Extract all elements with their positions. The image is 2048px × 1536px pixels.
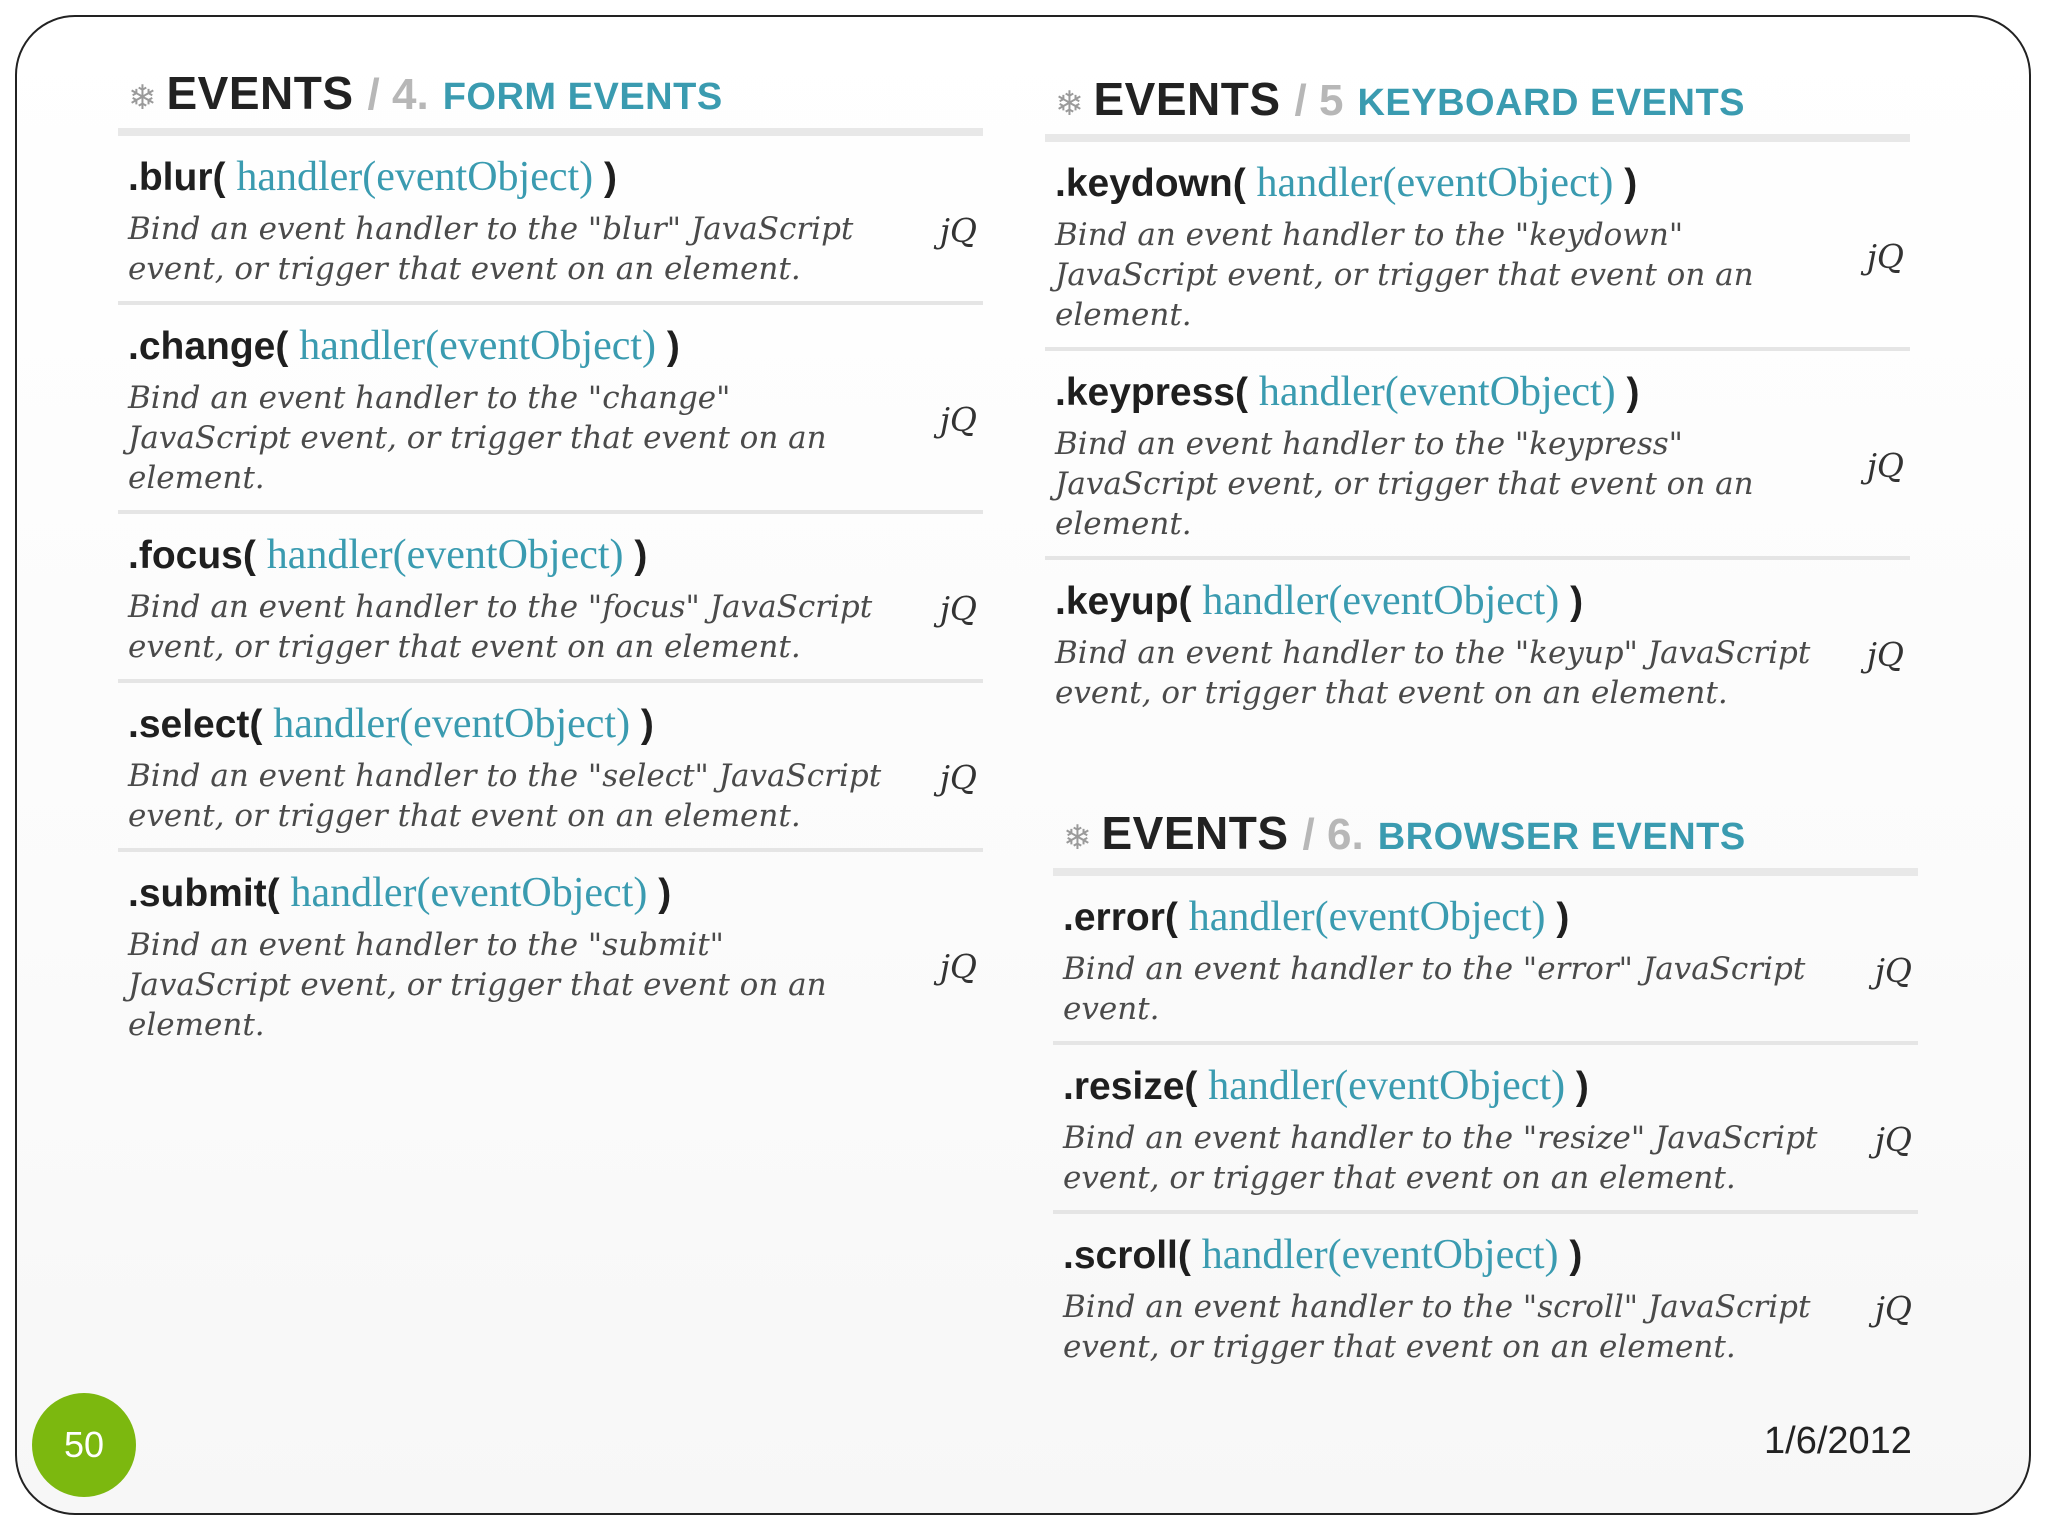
snowflake-icon: ❄: [1055, 84, 1084, 124]
method-close: ): [604, 156, 617, 199]
section-events-label: EVENTS: [1093, 73, 1281, 125]
method-param: handler(eventObject): [290, 870, 648, 916]
jquery-badge: jQ: [939, 588, 977, 628]
method-signature: [1063, 892, 1828, 943]
method-description: Bind an event handler to the "change" JavaScript event, or trigger that event on an element.: [128, 380, 827, 496]
method-description: Bind an event handler to the "resize" JavaScript event, or trigger that event on an element.: [1063, 1120, 1818, 1196]
method-close: ): [1556, 896, 1570, 939]
method-close: ): [1569, 1234, 1583, 1277]
method-param: handler(eventObject): [273, 701, 631, 747]
method-param: handler(eventObject): [1188, 894, 1546, 940]
method-description: Bind an event handler to the "submit" JavaScript event, or trigger that event on an element.: [128, 927, 827, 1043]
method-signature: [1063, 1061, 1828, 1112]
method-param: handler(eventObject): [266, 532, 624, 578]
event-entry-change: [118, 305, 983, 514]
section-events-label: EVENTS: [1101, 807, 1289, 859]
method-signature: [128, 868, 893, 919]
method-close: ): [1624, 162, 1638, 205]
event-entry-scroll: [1053, 1214, 1918, 1379]
event-entry-submit: [118, 852, 983, 1057]
jquery-badge: jQ: [1866, 445, 1904, 485]
jquery-badge: jQ: [939, 946, 977, 986]
method-signature: [128, 152, 893, 203]
section-title: BROWSER EVENTS: [1377, 816, 1746, 858]
event-entry-keydown: [1045, 142, 1910, 351]
jquery-badge: jQ: [1874, 1119, 1912, 1159]
method-param: handler(eventObject): [1208, 1063, 1566, 1109]
method-close: ): [1570, 580, 1584, 623]
method-name: .blur(: [128, 156, 226, 199]
jquery-badge: jQ: [1874, 950, 1912, 990]
method-signature: [1055, 158, 1820, 209]
method-name: .select(: [128, 703, 263, 746]
section-number: / 6.: [1302, 810, 1364, 859]
event-entry-keyup: [1045, 560, 1910, 725]
event-entry-error: [1053, 876, 1918, 1045]
section-header: [1053, 806, 1918, 876]
jquery-badge: jQ: [1866, 634, 1904, 674]
method-name: .resize(: [1063, 1065, 1198, 1108]
section-title: FORM EVENTS: [442, 76, 723, 118]
jquery-badge: jQ: [939, 399, 977, 439]
section-header: [118, 66, 983, 136]
method-description: Bind an event handler to the "scroll" JavaScript event, or trigger that event on an element.: [1063, 1289, 1811, 1365]
section-number: / 4.: [367, 70, 429, 119]
method-param: handler(eventObject): [1258, 369, 1616, 415]
event-entry-blur: [118, 136, 983, 305]
jquery-badge: jQ: [1874, 1288, 1912, 1328]
method-description: Bind an event handler to the "focus" JavaScript event, or trigger that event on an element.: [128, 589, 873, 665]
snowflake-icon: ❄: [1063, 818, 1092, 858]
jquery-badge: jQ: [1866, 236, 1904, 276]
section-number: / 5: [1294, 76, 1344, 125]
method-param: handler(eventObject): [1202, 578, 1560, 624]
method-name: .keypress(: [1055, 371, 1248, 414]
section-header: [1045, 72, 1910, 142]
method-signature: [128, 530, 893, 581]
method-signature: [128, 321, 893, 372]
method-name: .change(: [128, 325, 289, 368]
method-param: handler(eventObject): [236, 154, 594, 200]
section-title: KEYBOARD EVENTS: [1357, 82, 1746, 124]
method-close: ): [658, 872, 672, 915]
method-param: handler(eventObject): [299, 323, 657, 369]
method-description: Bind an event handler to the "blur" JavaScript event, or trigger that event on an element.: [128, 211, 854, 287]
method-name: .keyup(: [1055, 580, 1192, 623]
jquery-badge: jQ: [939, 210, 977, 250]
method-description: Bind an event handler to the "error" JavaScript event.: [1063, 951, 1806, 1027]
method-description: Bind an event handler to the "keyup" JavaScript event, or trigger that event on an element.: [1055, 635, 1811, 711]
method-name: .error(: [1063, 896, 1178, 939]
form-events-section: [118, 66, 983, 1057]
method-close: ): [1626, 371, 1640, 414]
method-signature: [1055, 576, 1820, 627]
event-entry-resize: [1053, 1045, 1918, 1214]
snowflake-icon: ❄: [128, 78, 157, 118]
method-name: .focus(: [128, 534, 256, 577]
event-entry-keypress: [1045, 351, 1910, 560]
slide-number-badge: 50: [32, 1393, 136, 1497]
browser-events-section: [1053, 806, 1918, 1379]
method-param: handler(eventObject): [1201, 1232, 1559, 1278]
method-param: handler(eventObject): [1256, 160, 1614, 206]
method-signature: [128, 699, 893, 750]
method-close: ): [666, 325, 680, 368]
event-entry-focus: [118, 514, 983, 683]
method-description: Bind an event handler to the "select" JavaScript event, or trigger that event on an element.: [128, 758, 882, 834]
slide-date: 1/6/2012: [1764, 1420, 1912, 1462]
method-close: ): [634, 534, 648, 577]
method-description: Bind an event handler to the "keypress" JavaScript event, or trigger that event on an element.: [1055, 426, 1754, 542]
method-close: ): [640, 703, 654, 746]
method-description: Bind an event handler to the "keydown" JavaScript event, or trigger that event on an element.: [1055, 217, 1754, 333]
method-signature: [1055, 367, 1820, 418]
method-signature: [1063, 1230, 1828, 1281]
event-entry-select: [118, 683, 983, 852]
method-name: .scroll(: [1063, 1234, 1191, 1277]
method-close: ): [1575, 1065, 1589, 1108]
method-name: .submit(: [128, 872, 280, 915]
keyboard-events-section: [1045, 72, 1910, 725]
section-events-label: EVENTS: [166, 67, 354, 119]
method-name: .keydown(: [1055, 162, 1246, 205]
jquery-badge: jQ: [939, 757, 977, 797]
